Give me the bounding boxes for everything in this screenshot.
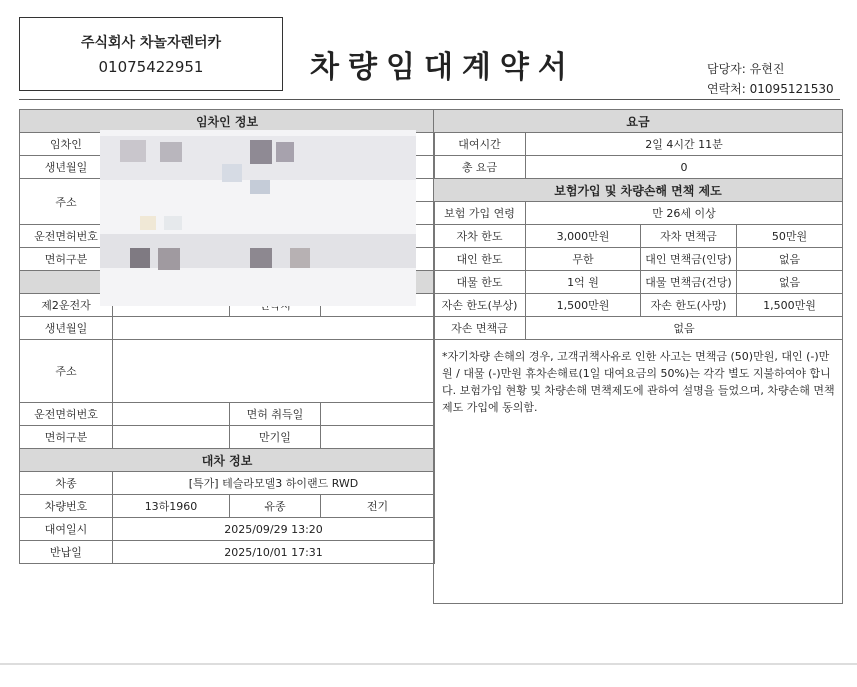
- insurance-note: *자기차량 손해의 경우, 고객귀책사유로 인한 사고는 면책금 (50)만원, 대인 (-)만원 / 대물 (-)만원 휴차손해료(1일 대여요금의 50%)는 각각 별도 지불하여야 합니다. 보험가입 현황 및 차량손해 면책제도에 관하여 설명을 들었으며, 차량손해 면책제도 가입에 동의함.: [434, 340, 843, 604]
- own-deduct-value: 50만원: [737, 225, 843, 248]
- property-limit-label: 대물 한도: [434, 271, 526, 294]
- renter-section-header: 임차인 정보: [20, 110, 435, 133]
- self-deduct-value: 없음: [526, 317, 843, 340]
- second-driver-license-acquired-value: [321, 403, 435, 426]
- total-fee-label: 총 요금: [434, 156, 526, 179]
- second-driver-address-value: [113, 340, 435, 403]
- manager-name: 유현진: [749, 62, 785, 76]
- property-deduct-value: 없음: [737, 271, 843, 294]
- own-deduct-label: 자차 면책금: [641, 225, 737, 248]
- vehicle-section-header: 대차 정보: [20, 449, 435, 472]
- second-driver-label: 제2운전자: [20, 294, 113, 317]
- second-driver-license-type-label: 면허구분: [20, 426, 113, 449]
- document-title: 차량임대계약서: [310, 50, 576, 85]
- return-date-label: 반납일: [20, 541, 113, 564]
- own-limit-label: 자차 한도: [434, 225, 526, 248]
- manager-info: [707, 59, 834, 99]
- header-rule: [19, 99, 840, 100]
- self-injury-label: 자손 한도(부상): [434, 294, 526, 317]
- second-driver-license-acquired-label: 면허 취득일: [230, 403, 321, 426]
- rent-date-value: 2025/09/29 13:20: [113, 518, 435, 541]
- company-box: [19, 17, 283, 91]
- insurance-section-header: 보험가입 및 차량손해 면책 제도: [434, 179, 843, 202]
- total-fee-value: 0: [526, 156, 843, 179]
- property-limit-value: 1억 원: [526, 271, 641, 294]
- renter-name-label: 임차인: [20, 133, 113, 156]
- person-deduct-value: 없음: [737, 248, 843, 271]
- self-injury-value: 1,500만원: [526, 294, 641, 317]
- contact-number: 01095121530: [749, 82, 834, 96]
- own-limit-value: 3,000만원: [526, 225, 641, 248]
- second-driver-birth-label: 생년월일: [20, 317, 113, 340]
- insurance-age-value: 만 26세 이상: [526, 202, 843, 225]
- right-table: [433, 109, 843, 604]
- vehicle-plate-label: 차량번호: [20, 495, 113, 518]
- vehicle-fuel-value: 전기: [321, 495, 435, 518]
- renter-license-no-label: 운전면허번호: [20, 225, 113, 248]
- duration-value: 2일 4시간 11분: [526, 133, 843, 156]
- self-death-value: 1,500만원: [737, 294, 843, 317]
- duration-label: 대여시간: [434, 133, 526, 156]
- second-driver-address-label: 주소: [20, 340, 113, 403]
- manager-label: 담당자:: [707, 62, 746, 76]
- vehicle-plate-value: 13하1960: [113, 495, 230, 518]
- rent-date-label: 대여일시: [20, 518, 113, 541]
- renter-address-label: 주소: [20, 179, 113, 225]
- person-deduct-label: 대인 면책금(인당): [641, 248, 737, 271]
- contact-label: 연락처:: [707, 82, 746, 96]
- second-driver-license-no-value: [113, 403, 230, 426]
- second-driver-license-no-label: 운전면허번호: [20, 403, 113, 426]
- renter-birth-label: 생년월일: [20, 156, 113, 179]
- property-deduct-label: 대물 면책금(건당): [641, 271, 737, 294]
- vehicle-fuel-label: 유종: [230, 495, 321, 518]
- redaction-mosaic: [100, 130, 416, 306]
- insurance-age-label: 보험 가입 연령: [434, 202, 526, 225]
- return-date-value: 2025/10/01 17:31: [113, 541, 435, 564]
- self-deduct-label: 자손 면책금: [434, 317, 526, 340]
- self-death-label: 자손 한도(사망): [641, 294, 737, 317]
- second-driver-expiry-value: [321, 426, 435, 449]
- page-bottom-edge: [0, 663, 857, 665]
- company-phone: 01075422951: [98, 58, 204, 76]
- second-driver-expiry-label: 만기일: [230, 426, 321, 449]
- second-driver-license-type-value: [113, 426, 230, 449]
- vehicle-model-label: 차종: [20, 472, 113, 495]
- person-limit-label: 대인 한도: [434, 248, 526, 271]
- vehicle-model-value: [특가] 테슬라모델3 하이랜드 RWD: [113, 472, 435, 495]
- fee-section-header: 요금: [434, 110, 843, 133]
- second-driver-birth-value: [113, 317, 435, 340]
- company-name: 주식회사 차놀자렌터카: [80, 35, 222, 51]
- renter-license-type-label: 면허구분: [20, 248, 113, 271]
- person-limit-value: 무한: [526, 248, 641, 271]
